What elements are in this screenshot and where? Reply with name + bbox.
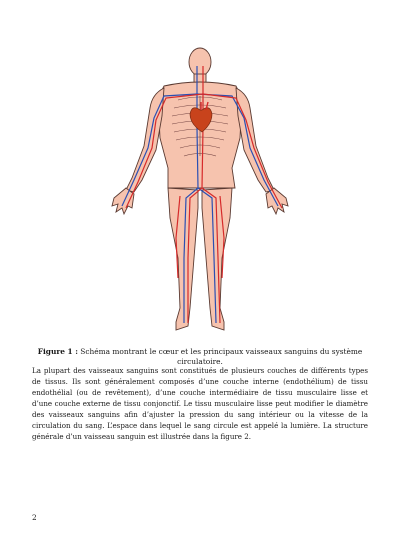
circulatory-system-figure: [60, 38, 340, 338]
figure-caption-label: Figure 1 :: [37, 347, 78, 356]
figure-caption-text: Schéma montrant le cœur et les principaux vaisseaux sanguins du système circulatoire.: [77, 347, 363, 366]
body-paragraph: La plupart des vaisseaux sanguins sont constitués de plusieurs couches de différents types de tissus. Ils sont généralement composés d’une couche interne (endothélium) de tissu endothélial (ou de revêtement), d’une couche intermédiaire de tissu musculaire lisse et d’une couche externe de tissu conjonctif. Le tissu musculaire lisse peut modifier le diamètre des vaisseaux sanguins afin d’ajuster la pression du sang intérieur ou la vitesse de la circulation du sang. L’espace dans lequel le sang circule est appelé la lumière. La structure générale d’un vaisseau sanguin est illustrée dans la figure 2.: [32, 366, 368, 441]
page-number: 2: [32, 513, 37, 522]
figure-caption: [32, 347, 368, 367]
